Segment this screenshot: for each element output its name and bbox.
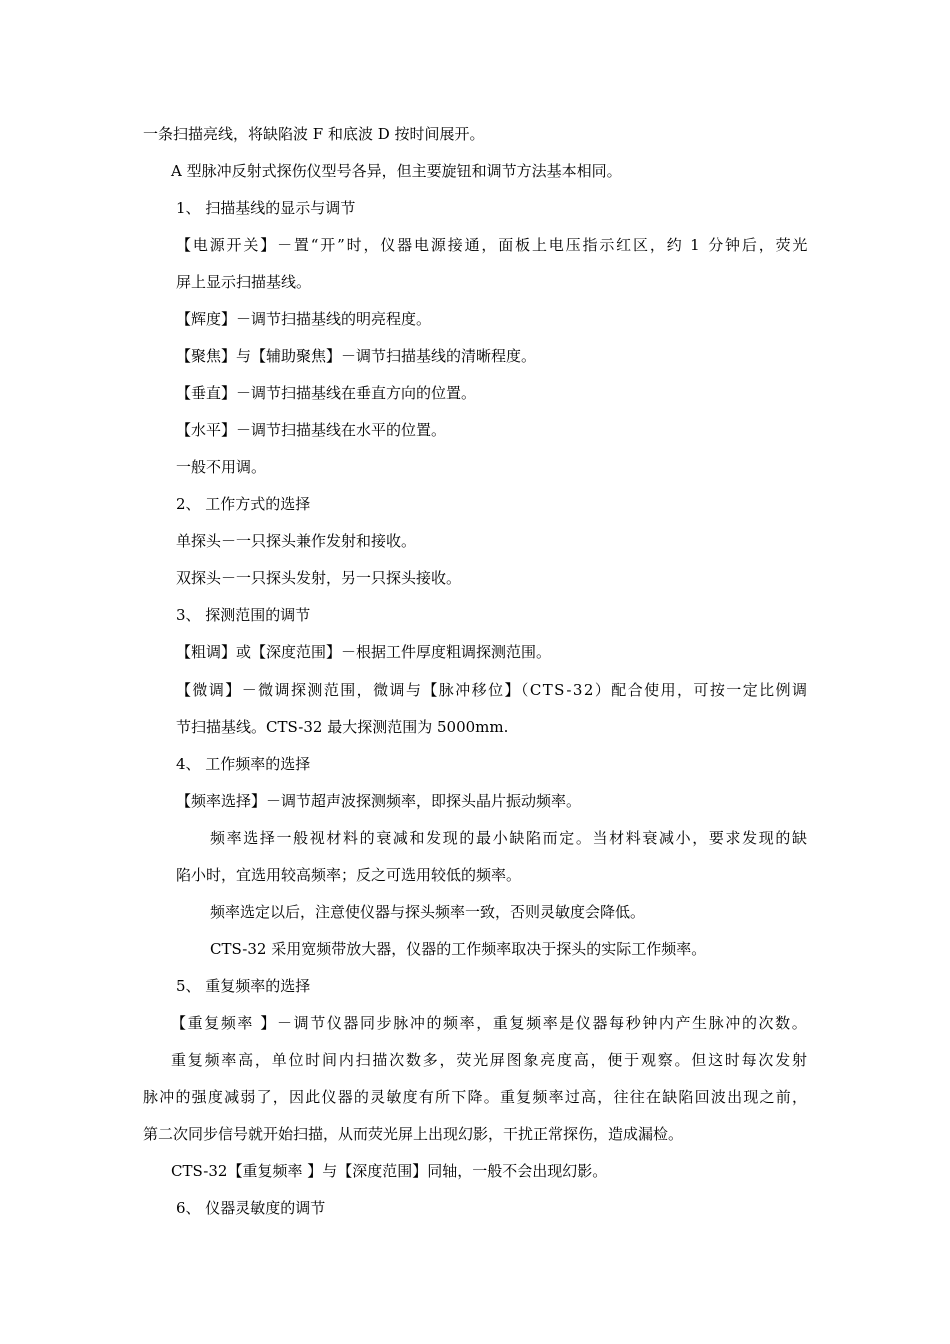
section-heading: 1、 扫描基线的显示与调节 <box>176 199 356 217</box>
section-heading: 2、 工作方式的选择 <box>176 495 311 513</box>
text-line: A 型脉冲反射式探伤仪型号各异，但主要旋钮和调节方法基本相同。 <box>171 162 622 180</box>
text-line: 频率选定以后，注意使仪器与探头频率一致，否则灵敏度会降低。 <box>210 903 646 921</box>
text-line: 陷小时，宜选用较高频率；反之可选用较低的频率。 <box>176 866 522 884</box>
text-line: 【辉度】－调节扫描基线的明亮程度。 <box>176 310 432 328</box>
text-line: 【频率选择】－调节超声波探测频率，即探头晶片振动频率。 <box>176 792 582 810</box>
text-line: 重复频率高，单位时间内扫描次数多，荧光屏图象亮度高，便于观察。但这时每次发射 <box>171 1051 809 1069</box>
text-line: 一般不用调。 <box>176 458 267 476</box>
text-line: 【水平】－调节扫描基线在水平的位置。 <box>176 421 447 439</box>
section-heading: 3、 探测范围的调节 <box>176 606 311 624</box>
text-line: 第二次同步信号就开始扫描，从而荧光屏上出现幻影，干扰正常探伤，造成漏检。 <box>143 1125 684 1143</box>
text-line: 【聚焦】与【辅助聚焦】－调节扫描基线的清晰程度。 <box>176 347 537 365</box>
text-line: 频率选择一般视材料的衰减和发现的最小缺陷而定。当材料衰减小，要求发现的缺 <box>210 829 809 847</box>
text-line: 【电源开关】－置“开”时，仪器电源接通，面板上电压指示红区，约 1 分钟后，荧光 <box>176 236 810 254</box>
section-heading: 4、 工作频率的选择 <box>176 755 311 773</box>
text-line: 单探头－一只探头兼作发射和接收。 <box>176 532 417 550</box>
text-line: 节扫描基线。CTS-32 最大探测范围为 5000mm. <box>176 718 509 736</box>
text-line: 【重复频率 】－调节仪器同步脉冲的频率，重复频率是仪器每秒钟内产生脉冲的次数。 <box>171 1014 809 1032</box>
text-line: 【微调】－微调探测范围，微调与【脉冲移位】（CTS-32）配合使用，可按一定比例调 <box>176 681 809 699</box>
text-line: 双探头－一只探头发射，另一只探头接收。 <box>176 569 462 587</box>
text-line: 屏上显示扫描基线。 <box>176 273 312 291</box>
text-line: 一条扫描亮线，将缺陷波 F 和底波 D 按时间展开。 <box>143 125 485 143</box>
text-line: 【粗调】或【深度范围】－根据工件厚度粗调探测范围。 <box>176 643 552 661</box>
text-line: CTS-32 采用宽频带放大器，仪器的工作频率取决于探头的实际工作频率。 <box>210 940 707 958</box>
section-heading: 5、 重复频率的选择 <box>176 977 311 995</box>
text-line: 脉冲的强度减弱了，因此仪器的灵敏度有所下降。重复频率过高，往往在缺陷回波出现之前， <box>143 1088 809 1106</box>
section-heading: 6、 仪器灵敏度的调节 <box>176 1199 326 1217</box>
text-line: 【垂直】－调节扫描基线在垂直方向的位置。 <box>176 384 477 402</box>
text-line: CTS-32【重复频率 】与【深度范围】同轴，一般不会出现幻影。 <box>171 1162 608 1180</box>
